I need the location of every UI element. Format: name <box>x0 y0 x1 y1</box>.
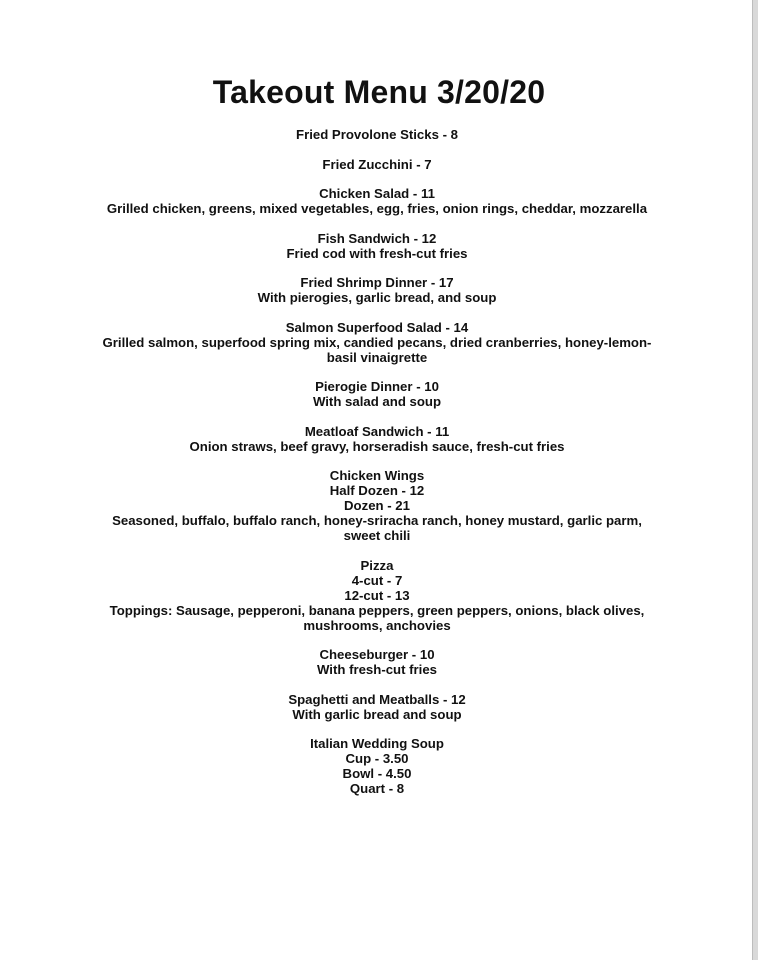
menu-item <box>60 424 694 454</box>
menu-item-name: Pierogie Dinner - 10 <box>315 379 439 394</box>
menu-item-description: Seasoned, buffalo, buffalo ranch, honey-sriracha ranch, honey mustard, garlic parm, <box>112 513 642 528</box>
menu-item-name: Fried Shrimp Dinner - 17 <box>300 275 454 290</box>
menu-item-name: Pizza <box>360 557 394 573</box>
menu-item-price-option: Cup - 3.50 <box>345 751 409 766</box>
menu-item-description: With pierogies, garlic bread, and soup <box>257 290 497 305</box>
menu-item-name: Chicken Salad - 11 <box>319 186 435 201</box>
menu-item-description: Onion straws, beef gravy, horseradish sauce, fresh-cut fries <box>189 438 565 454</box>
menu-item-description: mushrooms, anchovies <box>303 617 451 633</box>
menu-item-price-option: Dozen - 21 <box>344 498 410 513</box>
menu-item-name: Cheeseburger - 10 <box>319 647 435 662</box>
menu-item-description: Toppings: Sausage, pepperoni, banana peppers, green peppers, onions, black olives, <box>109 602 645 618</box>
menu-item-price-option: 12-cut - 13 <box>344 587 410 603</box>
menu-item-description: With salad and soup <box>312 394 442 409</box>
menu-item-price-option: Bowl - 4.50 <box>342 766 412 781</box>
page-title: Takeout Menu 3/20/20 <box>212 74 546 110</box>
menu-item <box>60 320 694 365</box>
menu-item <box>60 558 694 633</box>
menu-list <box>60 127 694 811</box>
menu-item-description: Fried cod with fresh-cut fries <box>286 245 468 261</box>
menu-item-price-option: Half Dozen - 12 <box>329 483 425 498</box>
menu-item-description: With garlic bread and soup <box>292 706 462 722</box>
menu-item <box>60 275 694 305</box>
menu-item-name: Meatloaf Sandwich - 11 <box>304 423 450 439</box>
menu-item-description: sweet chili <box>343 528 411 543</box>
menu-item-name: Salmon Superfood Salad - 14 <box>285 319 469 335</box>
menu-item <box>60 647 694 677</box>
menu-item-name: Fried Provolone Sticks - 8 <box>296 127 458 142</box>
page-edge <box>752 0 758 960</box>
menu-item-description: With fresh-cut fries <box>316 662 438 677</box>
menu-item-description: Grilled chicken, greens, mixed vegetables, egg, fries, onion rings, cheddar, mozzarella <box>106 201 648 216</box>
menu-item <box>60 186 694 216</box>
menu-item-description: basil vinaigrette <box>326 349 428 365</box>
menu-item-name: Fried Zucchini - 7 <box>322 156 432 172</box>
menu-item <box>60 736 694 796</box>
menu-item-name: Italian Wedding Soup <box>310 736 444 751</box>
menu-item <box>60 157 694 172</box>
menu-item <box>60 127 694 142</box>
menu-item-name: Chicken Wings <box>329 468 425 483</box>
menu-item-name: Spaghetti and Meatballs - 12 <box>288 691 466 707</box>
menu-item <box>60 231 694 261</box>
menu-item-price-option: Quart - 8 <box>349 781 405 796</box>
menu-item-name: Fish Sandwich - 12 <box>317 230 437 246</box>
menu-item <box>60 468 694 543</box>
menu-item-price-option: 4-cut - 7 <box>351 572 403 588</box>
menu-item-description: Grilled salmon, superfood spring mix, candied pecans, dried cranberries, honey-lemon- <box>102 334 652 350</box>
menu-item <box>60 379 694 409</box>
menu-item <box>60 692 694 722</box>
